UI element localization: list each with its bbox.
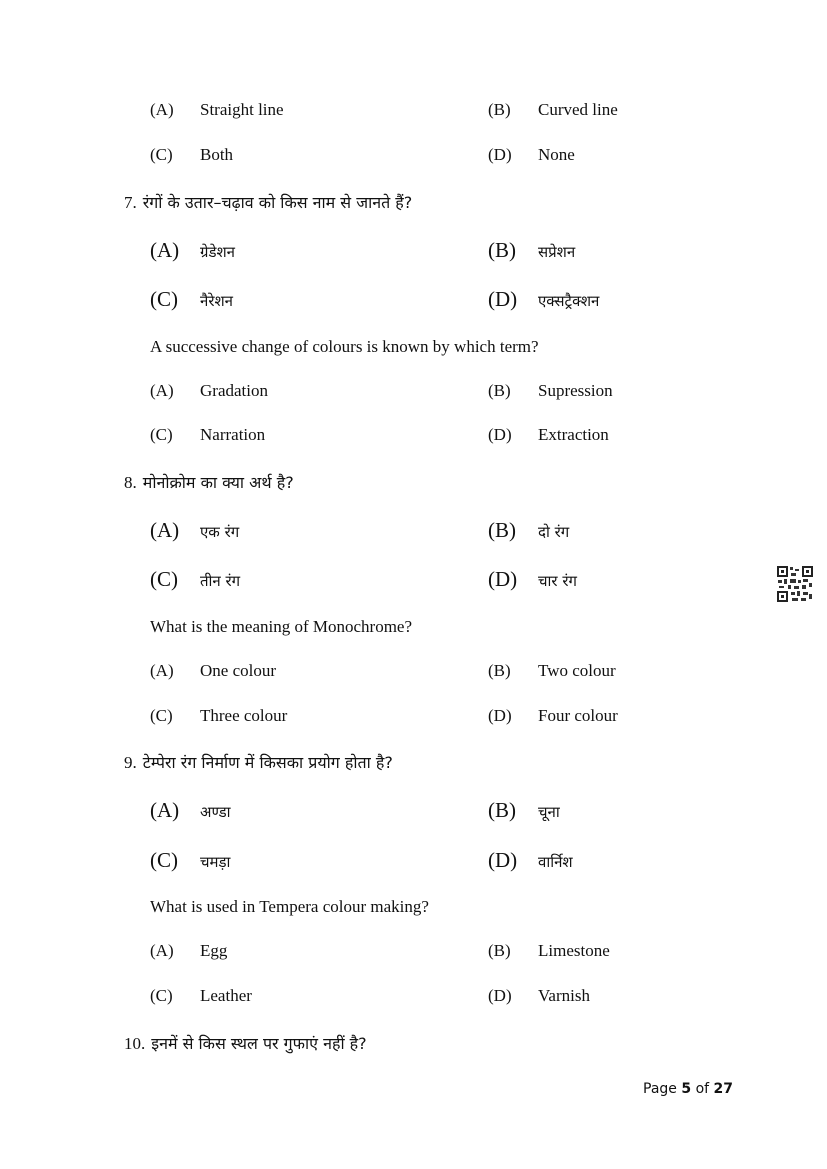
- current-page: 5: [681, 1081, 692, 1097]
- option-label: (A): [150, 941, 174, 960]
- option-text: None: [538, 145, 575, 164]
- option-row: [0, 518, 827, 548]
- question-9-hindi: [124, 751, 393, 773]
- option-label: (B): [488, 518, 516, 542]
- option-row: [0, 567, 827, 597]
- question-number: 8.: [124, 473, 137, 492]
- option-text: एक्सट्रैक्शन: [538, 292, 600, 310]
- option-label: (A): [150, 661, 174, 680]
- option-label: (B): [488, 381, 511, 400]
- option-label: (D): [488, 706, 512, 725]
- option-text: One colour: [200, 661, 277, 680]
- option-label: (C): [150, 287, 178, 311]
- question-7-english: A successive change of colours is known by which term?: [150, 337, 539, 356]
- option-text: ग्रेडेशन: [200, 243, 236, 261]
- question-number: 7.: [124, 193, 137, 212]
- option-row: [0, 848, 827, 878]
- option-text: Narration: [200, 425, 266, 444]
- option-label: (D): [488, 848, 518, 872]
- option-text: नैरेशन: [200, 292, 233, 310]
- option-label: (B): [488, 100, 511, 119]
- option-label: (C): [150, 706, 173, 725]
- question-text: रंगों के उतार–चढ़ाव को किस नाम से जानते हैं?: [142, 193, 413, 212]
- option-text: Limestone: [538, 941, 610, 960]
- option-text: अण्डा: [200, 803, 231, 821]
- option-label: (C): [150, 145, 173, 164]
- question-number: 10.: [124, 1034, 146, 1053]
- option-text: चमड़ा: [200, 853, 231, 871]
- option-label: (C): [150, 986, 173, 1005]
- option-text: Straight line: [200, 100, 284, 119]
- option-label: (B): [488, 238, 516, 262]
- option-row: [0, 100, 827, 130]
- option-label: (A): [150, 381, 174, 400]
- option-label: (D): [488, 986, 512, 1005]
- option-row: [0, 706, 827, 736]
- option-text: चार रंग: [538, 572, 577, 590]
- option-text: Curved line: [538, 100, 618, 119]
- option-label: (D): [488, 145, 512, 164]
- page-footer: [643, 1081, 733, 1097]
- option-row: [0, 661, 827, 691]
- option-row: [0, 798, 827, 828]
- question-8-english: What is the meaning of Monochrome?: [150, 617, 413, 636]
- question-10-hindi: [124, 1032, 367, 1054]
- option-text: Extraction: [538, 425, 609, 444]
- option-text: Gradation: [200, 381, 268, 400]
- option-text: Three colour: [200, 706, 288, 725]
- question-text: मोनोक्रोम का क्या अर्थ है?: [142, 473, 294, 492]
- option-label: (C): [150, 848, 178, 872]
- option-text: वार्निश: [538, 853, 573, 871]
- option-label: (B): [488, 941, 511, 960]
- option-label: (D): [488, 287, 518, 311]
- option-label: (A): [150, 100, 174, 119]
- option-label: (A): [150, 238, 180, 262]
- question-number: 9.: [124, 753, 137, 772]
- option-text: चूना: [538, 803, 560, 821]
- option-text: Four colour: [538, 706, 618, 725]
- option-label: (C): [150, 567, 178, 591]
- option-text: सप्रेशन: [538, 243, 576, 261]
- question-text: इनमें से किस स्थल पर गुफाएं नहीं है?: [151, 1034, 367, 1053]
- question-9-english: What is used in Tempera colour making?: [150, 897, 429, 916]
- option-label: (D): [488, 567, 518, 591]
- option-text: एक रंग: [200, 523, 240, 541]
- option-label: (A): [150, 798, 180, 822]
- question-8-hindi: [124, 471, 294, 493]
- option-text: तीन रंग: [200, 572, 241, 590]
- option-label: (B): [488, 798, 516, 822]
- option-row: [0, 287, 827, 317]
- option-row: [0, 381, 827, 411]
- total-pages: 27: [713, 1081, 733, 1097]
- option-text: Supression: [538, 381, 613, 400]
- option-text: Leather: [200, 986, 252, 1005]
- option-label: (A): [150, 518, 180, 542]
- option-label: (D): [488, 425, 512, 444]
- option-row: [0, 145, 827, 175]
- question-7-hindi: [124, 191, 412, 213]
- question-text: टेम्पेरा रंग निर्माण में किसका प्रयोग होता है?: [142, 753, 393, 772]
- option-text: Egg: [200, 941, 228, 960]
- option-text: Varnish: [538, 986, 590, 1005]
- option-row: [0, 986, 827, 1016]
- option-row: [0, 941, 827, 971]
- qr-code-icon: [776, 565, 814, 603]
- option-label: (C): [150, 425, 173, 444]
- of-word: of: [695, 1081, 710, 1097]
- option-text: Both: [200, 145, 234, 164]
- option-row: [0, 425, 827, 455]
- option-label: (B): [488, 661, 511, 680]
- option-row: [0, 238, 827, 268]
- option-text: Two colour: [538, 661, 616, 680]
- page-word: Page: [643, 1081, 677, 1097]
- option-text: दो रंग: [538, 523, 570, 541]
